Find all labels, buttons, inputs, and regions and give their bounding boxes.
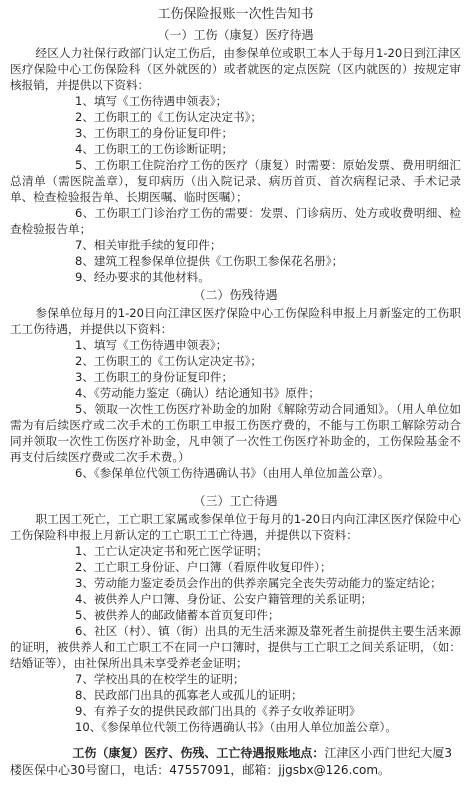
phone-number: 47557091， (169, 763, 243, 777)
list-item: 4、工伤职工的工伤诊断证明； (74, 142, 234, 156)
list-item: 3、劳动能力鉴定委员会作出的供养亲属完全丧失劳动能力的鉴定结论； (74, 576, 442, 590)
list-item: 8、建筑工程参保单位提供《工伤职工参保花名册》； (74, 254, 344, 268)
list-item: 3、工伤职工的身份证复印件； (74, 126, 234, 140)
list-item: 5、领取一次性工伤医疗补助金的加附《解除劳动合同通知》。（用人单位如需为有后续医疗或二次手术的工伤职工申报工伤医疗费的，不能与工伤职工解除劳动合同并领取一次性工伤医疗补助金，凡申领了一次性工伤医疗补助金的，工伤保险基金不再支付后续医疗费或二次手术费。） (10, 402, 461, 464)
location-label: 工伤（康复）医疗、伤残、工亡待遇报账地点： (72, 746, 325, 760)
list-item: 2、工伤职工的《工伤认定决定书》； (74, 354, 263, 368)
email-address[interactable]: jjgsbx@126.com。 (278, 763, 391, 777)
requirement-list (10, 543, 461, 735)
document-title: 工伤保险报账一次性告知书 (157, 7, 314, 22)
list-item: 8、民政部门出具的孤寡老人或孤儿的证明； (74, 688, 303, 702)
list-item: 1、填写《工伤待遇申领表》； (74, 338, 228, 352)
list-item: 5、工伤职工住院治疗工伤的医疗（康复）时需要：原始发票、费用明细汇总清单（需医院盖章），复印病历（出入院记录、病历首页、首次病程记录、手术记录单、检查检验报告单、长期医嘱、临时医嘱）； (10, 158, 461, 204)
list-item: 7、相关审批手续的复印件； (74, 238, 222, 252)
list-item: 1、填写《工伤待遇申领表》； (74, 94, 228, 108)
section-death (10, 493, 461, 735)
section-medical (10, 27, 461, 285)
list-item: 9、有养子女的提供民政部门出具的《养子女收养证明》 (74, 704, 361, 718)
list-item: 5、被供养人的邮政储蓄本首页复印件； (74, 608, 280, 622)
section-intro: 经区人力社保行政部门认定工伤后，由参保单位或职工本人于每月1-20日到江津区医疗保险中心工伤保险科（区外就医的）或者就医的定点医院（区内就医的）按规定审核报销，并提供以下资料： (10, 46, 461, 92)
list-item: 4、被供养人户口簿、身份证、公安户籍管理的关系证明； (74, 592, 373, 606)
section-heading: （三）工亡待遇 (193, 494, 278, 508)
section-intro: 职工因工死亡，工亡职工家属或参保单位于每月的1-20日内向江津区医疗保险中心工伤保险科申报上月新认定的工亡职工工亡待遇，并提供以下资料： (10, 512, 461, 542)
list-item: 6、社区（村）、镇（街）出具的无生活来源及靠死者生前提供主要生活来源的证明，被供养人和工亡职工不在同一户口簿时，提供与工亡职工之间关系证明，（如：结婚证等），由社保所出具未享受养老金证明； (10, 624, 461, 670)
email-label: 邮箱： (242, 763, 279, 777)
requirement-list (10, 93, 461, 285)
list-item: 4、《劳动能力鉴定（确认）结论通知书》原件； (74, 386, 320, 400)
list-item: 3、工伤职工的身份证复印件； (74, 370, 234, 384)
list-item: 2、工伤职工的《工伤认定决定书》； (74, 110, 263, 124)
phone-label: 电话： (133, 763, 170, 777)
list-item: 6、工伤职工门诊治疗工伤的需要：发票、门诊病历、处方或收费明细、检查检验报告单； (10, 206, 461, 236)
requirement-list (10, 337, 461, 481)
section-heading: （一）工伤（康复）医疗待遇 (157, 28, 314, 42)
address-text: 江津区小西门世纪大厦3楼医保中心30号窗口， (10, 746, 453, 777)
list-item: 7、学校出具的在校学生的证明； (74, 672, 245, 686)
contact-footer (10, 745, 461, 779)
list-item: 10、《参保单位代领工伤待遇确认书》（由用人单位加盖公章）。 (74, 720, 397, 734)
section-intro: 参保单位每月的1-20日向江津区医疗保险中心工伤保险科申报上月新鉴定的工伤职工工伤待遇，并提供以下资料： (10, 306, 461, 336)
contact-text (10, 745, 461, 779)
section-heading: （二）伤残待遇 (193, 288, 278, 302)
list-item: 6、《参保单位代领工伤待遇确认书》（由用人单位加盖公章）。 (74, 466, 390, 480)
section-disability (10, 287, 461, 481)
list-item: 1、工亡认定决定书和死亡医学证明； (74, 544, 268, 558)
list-item: 2、工亡职工身份证、户口簿（看原件收复印件）； (74, 560, 332, 574)
list-item: 9、经办要求的其他材料。 (74, 270, 210, 284)
